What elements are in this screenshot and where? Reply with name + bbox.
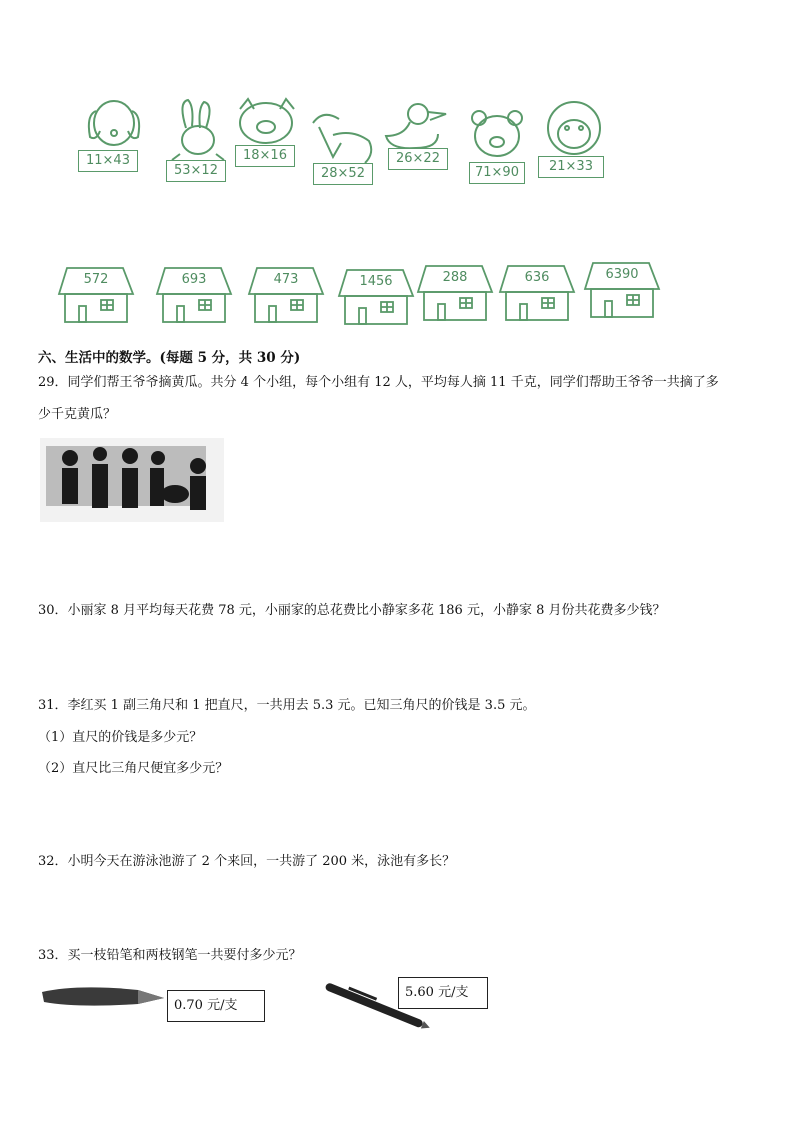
- question-29-line2: 少千克黄瓜？: [38, 407, 117, 422]
- house-number: 1456: [359, 274, 393, 289]
- question-30: 30．小丽家 8 月平均每天花费 78 元，小丽家的总花费比小静家多花 186 元，小静家 8 月份共花费多少钱？: [38, 603, 666, 618]
- house: [337, 268, 415, 326]
- monkey-expression: 21×33: [538, 156, 604, 178]
- bear-icon: [465, 108, 545, 168]
- house: [583, 261, 661, 319]
- rabbit-expression: 53×12: [166, 160, 226, 182]
- house-number: 473: [273, 272, 299, 287]
- duck-expression: 26×22: [388, 148, 448, 170]
- house: [247, 266, 325, 324]
- pen-price-tag: 5.60 元/支: [398, 977, 488, 1009]
- question-33: 33．买一枝铅笔和两枝钢笔一共要付多少元？: [38, 948, 302, 963]
- house: [57, 266, 135, 324]
- pencil-price-tag: 0.70 元/支: [167, 990, 265, 1022]
- house-number: 693: [181, 272, 207, 287]
- question-31-sub2: （2）直尺比三角尺便宜多少元？: [38, 761, 229, 776]
- house-number: 572: [83, 272, 109, 287]
- section-title: 六、生活中的数学。(每题 5 分，共 30 分): [38, 350, 301, 366]
- children-picking-photo: [40, 438, 224, 522]
- bear-expression: 71×90: [469, 162, 525, 184]
- goat-expression: 28×52: [313, 163, 373, 185]
- children-photo-image: [40, 438, 224, 522]
- monkey-icon: [538, 100, 618, 160]
- pig-expression: 18×16: [235, 145, 295, 167]
- house-number: 636: [524, 270, 550, 285]
- house-number: 288: [442, 270, 468, 285]
- house: [155, 266, 233, 324]
- pencil-image: [38, 982, 168, 1020]
- question-32: 32．小明今天在游泳池游了 2 个来回，一共游了 200 米，泳池有多长？: [38, 854, 456, 869]
- question-31: 31．李红买 1 副三角尺和 1 把直尺，一共用去 5.3 元。已知三角尺的价钱是 3.5 元。: [38, 698, 536, 713]
- house-number: 6390: [605, 267, 639, 282]
- dog-expression: 11×43: [78, 150, 138, 172]
- pencil-icon: [38, 982, 168, 1016]
- dog-card: [72, 95, 162, 195]
- house: [416, 264, 494, 322]
- question-31-sub1: （1）直尺的价钱是多少元？: [38, 730, 203, 745]
- house: [498, 264, 576, 322]
- question-29-line1: 29．同学们帮王爷爷摘黄瓜。共分 4 个小组，每个小组有 12 人，平均每人摘 11 千克，同学们帮助王爷爷一共摘了多: [38, 375, 719, 390]
- rabbit-icon: [160, 98, 240, 168]
- monkey-card: [538, 100, 628, 200]
- duck-card: [380, 100, 470, 200]
